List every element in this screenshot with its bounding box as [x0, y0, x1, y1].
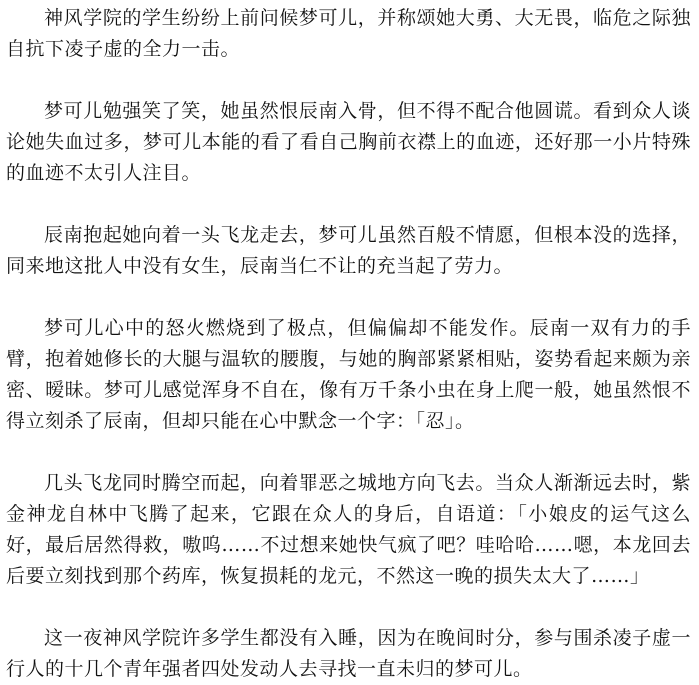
paragraph-2: 梦可儿勉强笑了笑，她虽然恨辰南入骨，但不得不配合他圆谎。看到众人谈论她失血过多，梦可儿本能的看了看自己胸前衣襟上的血迹，还好那一小片特殊的血迹不太引人注目。 [6, 100, 691, 184]
paragraph-4: 梦可儿心中的怒火燃烧到了极点，但偏偏却不能发作。辰南一双有力的手臂，抱着她修长的大腿与温软的腰腹，与她的胸部紧紧相贴，姿势看起来颇为亲密、暧昧。梦可儿感觉浑身不自在，像有万千条小虫在身上爬一般，她虽然恨不得立刻杀了辰南，但却只能在心中默念一个字：「忍」。 [6, 317, 691, 432]
paragraph-6: 这一夜神风学院许多学生都没有入睡，因为在晚间时分，参与围杀凌子虚一行人的十几个青年强者四处发动人去寻找一直未归的梦可儿。 [6, 627, 691, 680]
paragraph-1: 神风学院的学生纷纷上前问候梦可儿，并称颂她大勇、大无畏，临危之际独自抗下凌子虚的全力一击。 [6, 7, 691, 60]
paragraph-5: 几头飞龙同时腾空而起，向着罪恶之城地方向飞去。当众人渐渐远去时，紫金神龙自林中飞腾了起来，它跟在众人的身后，自语道：「小娘皮的运气这么好，最后居然得救，嗷呜……不过想来她快气疯了吧？哇哈哈……嗯，本龙回去后要立刻找到那个药库，恢复损耗的龙元，不然这一晚的损失太大了……」 [6, 472, 691, 587]
paragraph-3: 辰南抱起她向着一头飞龙走去，梦可儿虽然百般不情愿，但根本没的选择，同来地这批人中没有女生，辰南当仁不让的充当起了劳力。 [6, 224, 691, 277]
